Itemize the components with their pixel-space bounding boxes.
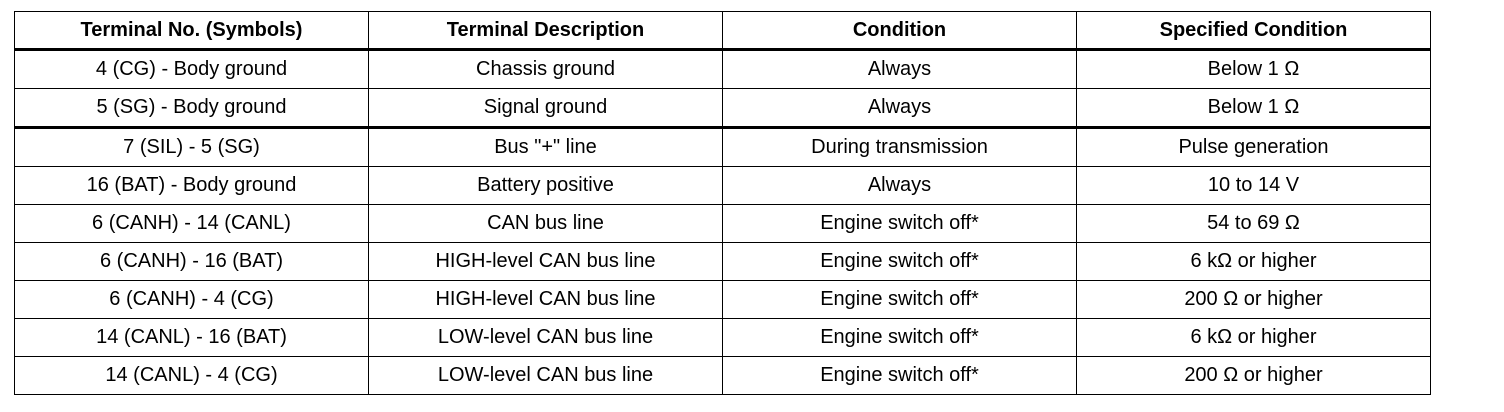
cell-specified: 54 to 69 Ω — [1077, 205, 1431, 243]
cell-condition: Engine switch off* — [723, 205, 1077, 243]
table-row — [15, 167, 1431, 205]
header-specified-condition: Specified Condition — [1077, 12, 1431, 50]
header-condition: Condition — [723, 12, 1077, 50]
cell-terminal: 16 (BAT) - Body ground — [15, 167, 369, 205]
cell-description: HIGH-level CAN bus line — [369, 281, 723, 319]
header-terminal-no: Terminal No. (Symbols) — [15, 12, 369, 50]
cell-condition: Always — [723, 167, 1077, 205]
cell-specified: 6 kΩ or higher — [1077, 243, 1431, 281]
cell-terminal: 6 (CANH) - 4 (CG) — [15, 281, 369, 319]
cell-terminal: 14 (CANL) - 4 (CG) — [15, 357, 369, 395]
cell-description: Chassis ground — [369, 50, 723, 89]
cell-terminal: 14 (CANL) - 16 (BAT) — [15, 319, 369, 357]
cell-terminal: 6 (CANH) - 16 (BAT) — [15, 243, 369, 281]
cell-condition: Engine switch off* — [723, 281, 1077, 319]
cell-description: HIGH-level CAN bus line — [369, 243, 723, 281]
cell-condition: Engine switch off* — [723, 319, 1077, 357]
table-row — [15, 243, 1431, 281]
table-row — [15, 128, 1431, 167]
cell-description: Battery positive — [369, 167, 723, 205]
cell-description: CAN bus line — [369, 205, 723, 243]
spec-table-container — [14, 11, 1431, 395]
table-body — [15, 50, 1431, 395]
cell-terminal: 5 (SG) - Body ground — [15, 89, 369, 128]
cell-specified: 6 kΩ or higher — [1077, 319, 1431, 357]
cell-description: Bus "+" line — [369, 128, 723, 167]
cell-condition: Always — [723, 89, 1077, 128]
table-row — [15, 357, 1431, 395]
cell-terminal: 6 (CANH) - 14 (CANL) — [15, 205, 369, 243]
table-row — [15, 281, 1431, 319]
table-row — [15, 89, 1431, 128]
cell-condition: Engine switch off* — [723, 357, 1077, 395]
terminal-spec-table — [14, 11, 1431, 395]
cell-specified: 200 Ω or higher — [1077, 357, 1431, 395]
table-row — [15, 50, 1431, 89]
cell-terminal: 7 (SIL) - 5 (SG) — [15, 128, 369, 167]
cell-specified: Below 1 Ω — [1077, 89, 1431, 128]
table-row — [15, 319, 1431, 357]
header-row — [15, 12, 1431, 50]
cell-condition: Always — [723, 50, 1077, 89]
cell-terminal: 4 (CG) - Body ground — [15, 50, 369, 89]
header-terminal-description: Terminal Description — [369, 12, 723, 50]
cell-specified: Below 1 Ω — [1077, 50, 1431, 89]
table-header — [15, 12, 1431, 50]
cell-condition: During transmission — [723, 128, 1077, 167]
cell-specified: 200 Ω or higher — [1077, 281, 1431, 319]
cell-specified: Pulse generation — [1077, 128, 1431, 167]
table-row — [15, 205, 1431, 243]
cell-specified: 10 to 14 V — [1077, 167, 1431, 205]
cell-description: Signal ground — [369, 89, 723, 128]
cell-description: LOW-level CAN bus line — [369, 319, 723, 357]
cell-condition: Engine switch off* — [723, 243, 1077, 281]
cell-description: LOW-level CAN bus line — [369, 357, 723, 395]
